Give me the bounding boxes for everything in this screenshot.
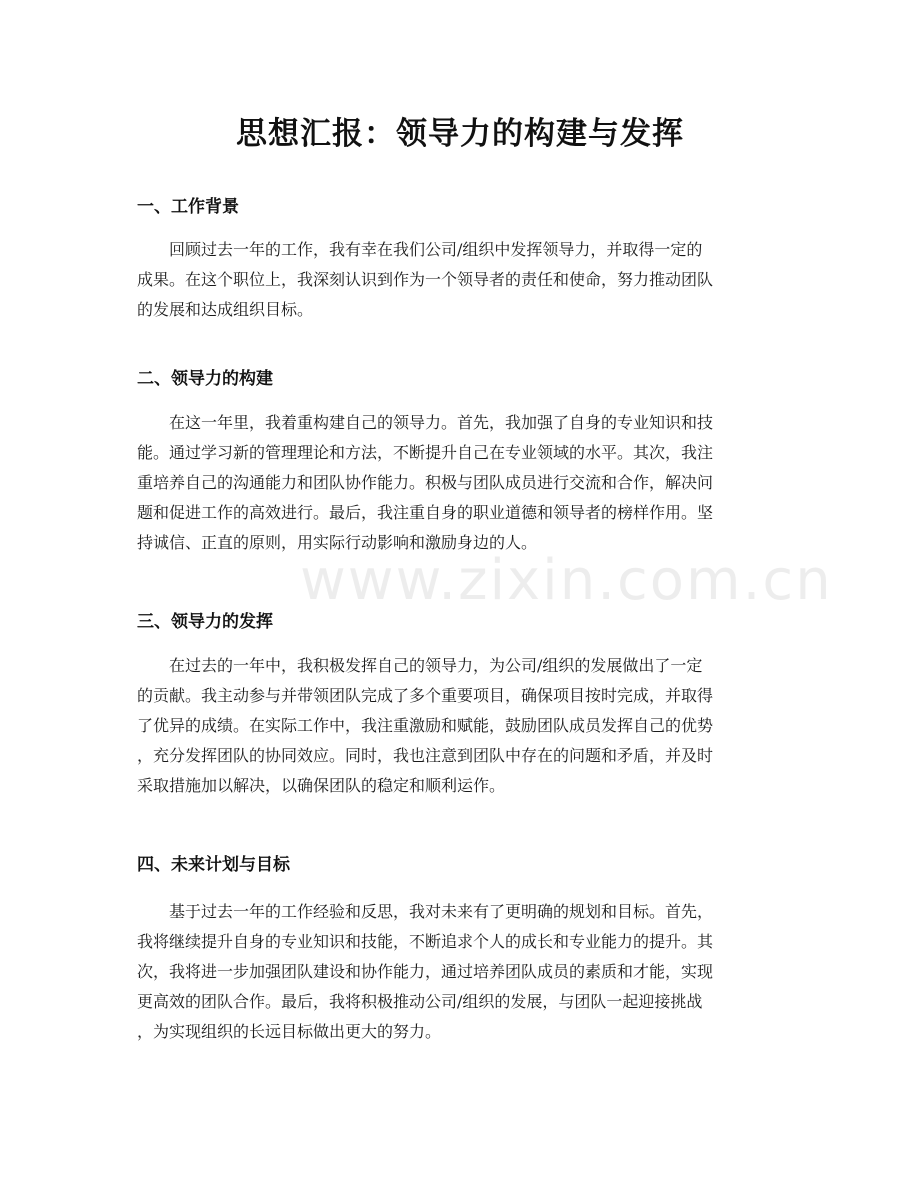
paragraph-line: 基于过去一年的工作经验和反思，我对未来有了更明确的规划和目标。首先， — [169, 902, 714, 921]
section-heading: 四、未来计划与目标 — [137, 855, 290, 875]
paragraph-line: 我将继续提升自身的专业知识和技能，不断追求个人的成长和专业能力的提升。其 — [137, 932, 714, 951]
section-paragraph — [137, 651, 787, 801]
watermark: www.zixin.com.cn — [300, 548, 833, 613]
paragraph-line: 能。通过学习新的管理理论和方法，不断提升自己在专业领域的水平。其次，我注 — [137, 443, 714, 462]
paragraph-line: ，为实现组织的长远目标做出更大的努力。 — [137, 1022, 442, 1041]
paragraph-line: 在过去的一年中，我积极发挥自己的领导力，为公司/组织的发展做出了一定 — [169, 656, 703, 675]
paragraph-line: 回顾过去一年的工作，我有幸在我们公司/组织中发挥领导力，并取得一定的 — [169, 240, 703, 259]
paragraph-line: 采取措施加以解决，以确保团队的稳定和顺利运作。 — [137, 776, 506, 795]
section-paragraph — [137, 408, 787, 558]
paragraph-line: 成果。在这个职位上，我深刻认识到作为一个领导者的责任和使命，努力推动团队 — [137, 270, 714, 289]
section-heading: 二、领导力的构建 — [137, 369, 273, 389]
paragraph-line: 在这一年里，我着重构建自己的领导力。首先，我加强了自身的专业知识和技 — [169, 413, 714, 432]
paragraph-line: 题和促进工作的高效进行。最后，我注重自身的职业道德和领导者的榜样作用。坚 — [137, 503, 714, 522]
paragraph-line: ，充分发挥团队的协同效应。同时，我也注意到团队中存在的问题和矛盾，并及时 — [137, 746, 714, 765]
section-heading: 一、工作背景 — [137, 197, 239, 217]
paragraph-line: 次，我将进一步加强团队建设和协作能力，通过培养团队成员的素质和才能，实现 — [137, 962, 714, 981]
paragraph-line: 更高效的团队合作。最后，我将积极推动公司/组织的发展，与团队一起迎接挑战 — [137, 992, 703, 1011]
section-paragraph — [137, 897, 787, 1047]
paragraph-line: 重培养自己的沟通能力和团队协作能力。积极与团队成员进行交流和合作，解决问 — [137, 473, 714, 492]
page-title: 思想汇报：领导力的构建与发挥 — [236, 116, 684, 152]
paragraph-line: 的贡献。我主动参与并带领团队完成了多个重要项目，确保项目按时完成，并取得 — [137, 686, 714, 705]
paragraph-line: 的发展和达成组织目标。 — [137, 300, 314, 319]
paragraph-line: 了优异的成绩。在实际工作中，我注重激励和赋能，鼓励团队成员发挥自己的优势 — [137, 716, 714, 735]
section-heading: 三、领导力的发挥 — [137, 612, 273, 632]
section-paragraph — [137, 235, 787, 325]
paragraph-line: 持诚信、正直的原则，用实际行动影响和激励身边的人。 — [137, 533, 538, 552]
